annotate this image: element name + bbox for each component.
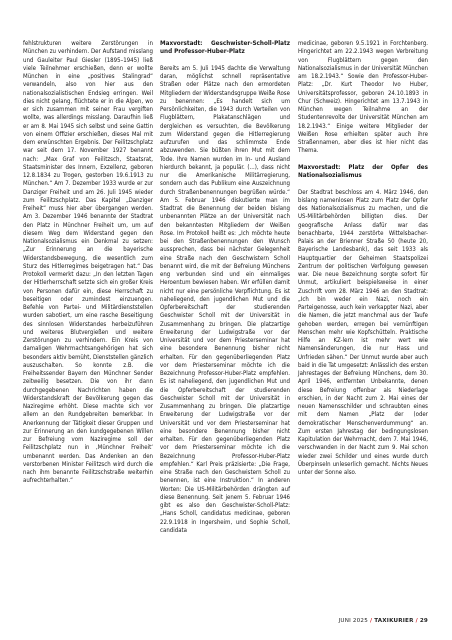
section-heading: Maxvorstadt: Geschwister-Scholl-Platz und Professor-Huber-Platz xyxy=(160,40,290,56)
section-heading: Maxvorstadt: Platz der Opfer des Nationalsozialismus xyxy=(298,163,428,179)
paragraph: medicinae, geboren 9.5.1921 in Forchtenberg. Hingerichtet am 22.2.1943 wegen Verbreitung von Flugblättern gegen den Nationalsozialismus in der Universität München am 18.2.1943.“ Sowie den Professor-Huber-Platz: „Dr. Kurt Theodor Ivo Huber, Universitätsprofessor, geboren 24.10.1893 in Chur (Schweiz). Hingerichtet am 13.7.1943 in München wegen Teilnahme an der Studentenrevolte der Universität München am 18.2.1943.“ Einige weitere Mitglieder der Weißen Rose erhielten später auch ihre Straßennamen, aber dies ist hier nicht das Thema. xyxy=(298,40,428,155)
paragraph: Bereits am 5. Juli 1945 dachte die Verwaltung daran, möglichst schnell repräsentative Straßen oder Plätze nach den ermordeten Mitgliedern der Widerstandsgruppe Weiße Rose zu benennen: „Es handelt sich um Persönlichkeiten, die 1943 durch Verteilen von Flugblättern, Plakatanschlägen und dergleichen es versuchten, die Bevölkerung zum Widerstand gegen die Hitlerregierung aufzurufen und das schlimmste Ende abzuwenden. Sie büßten ihren Mut mit dem Tode. Ihre Namen wurden im In- und Ausland hierdurch bekannt, ja populär. (...), dass nicht nur die Amerikanische Militärregierung, sondern auch das Publikum eine Auszeichnung durch Straßenbenennungen begrüßen würde.“ Am 5. Februar 1946 diskutierte man im Stadtrat die Benennung der beiden bislang unbenannten Plätze an der Universität nach den bekanntesten Mitgliedern der Weißen Rose. Im Protokoll heißt es: „Ich möchte heute bei den Straßenbenennungen den Wunsch aussprechen, dass bei nächster Gelegenheit eine Straße nach den Geschwistern Scholl benannt wird, die mit der Befreiung Münchens eng verbunden sind und ein einmaliges Heroentum bewiesen haben. Wir erfüllen damit nicht nur eine persönliche Verpflichtung. Es ist naheliegend, den jugendlichen Mut und die Opferbereitschaft der studierenden Geschwister Scholl mit der Universität in Zusammenhang zu bringen. Die platzartige Erweiterung der Ludwigstraße vor der Universität und vor dem Priesterseminar hat eine besondere Benennung bisher nicht erhalten. Für den gegenüberliegenden Platz vor dem Priesterseminar möchte ich die Bezeichnung Professor-Huber-Platz empfehlen. Es ist naheliegend, den jugendlichen Mut und die Opferbereitschaft der studierenden Geschwister Scholl mit der Universität in Zusammenhang zu bringen. Die platzartige Erweiterung der Ludwigstraße vor der Universität und vor dem Priesterseminar hat eine besondere Benennung bisher nicht erhalten. Für den gegenüberliegenden Platz vor dem Priesterseminar möchte ich die Bezeichnung Professor-Huber-Platz empfehlen.“ Karl Preis präzisierte: „Die Frage, eine Straße nach den Geschwistern Scholl zu benennen, ist eine Instruktion.“ In anderen Worten: Die US-Militärbehörden drängten auf diese Benennung. Seit jenem 5. Februar 1946 gibt es also den Geschwister-Scholl-Platz: „Hans Scholl, candidatus medicinae, geboren 22.9.1918 in Ingersheim, und Sophie Scholl, candidata xyxy=(160,64,290,534)
spacer xyxy=(160,57,290,65)
spacer xyxy=(298,156,428,164)
magazine-name: TAXIKURIER xyxy=(374,618,414,624)
text-column-right xyxy=(298,40,428,477)
paragraph: Der Stadtrat beschloss am 4. März 1946, den bislang namenlosen Platz zum Platz der Opfer des Nationalsozialismus zu machen, und die US-Militärbehörden billigten dies. Der geografische Anlass dafür war das benachbarte, 1944 zerstörte Wittelsbacher-Palais an der Brienner Straße 50 (heute 20, Bayerische Landesbank), das seit 1933 als Hauptquartier der Geheimen Staatspolizei Zentrum der politischen Verfolgung gewesen war. Die neue Bezeichnung sorgte sofort für Unmut, artikuliert beispielsweise in einer Zuschrift vom 28. März 1946 an den Stadtrat: „Ich bin weder ein Nazi, noch ein Parteigenosse, auch kein verkappter Nazi, aber die Namen, die jetzt manchmal aus der Taufe gehoben werden, erregen bei vernünftigen Menschen mehr wie Kopfschütteln. Praktische Hilfe an KZ-lern ist mehr wert wie Namensänderungen, die nur Hass und Unfrieden sähen.“ Der Unmut wurde aber auch baid in die Tat umgesetzt: Anlässlich des ersten Jahrestages der Befreiung Münchens, dem 30. April 1946, entfernten Unbekannte, denen diese Befreiung offenbar als Niederlage erschien, in der Nacht zum 2. Mai eines der neuen Namensschilder und schraubten eines mit dem Namen „Platz der (oder demokratischer Menschenverdummung“ an. Zum ersten Jahrestag der bedingungslosen Kapitulation der Wehrmacht, dem 7. Mai 1946, verschwanden in der Nacht zum 9. Mai schon wieder zwei Schilder und eines wurde durch Überpinseln unleserlich gemacht. Nichts Neues unter der Sonne also. xyxy=(298,188,428,476)
text-column-left xyxy=(23,40,153,486)
page-number: 29 xyxy=(419,618,428,624)
paragraph: fehlstrukturen weitere Zerstörungen in München zu verhindern. Der Aufstand misslang und Gauleiter Paul Giesler (1895–1945) ließ viele Teilnehmer erschießen, denn er wollte München in eine „positives Stalingrad“ verwandeln, also von hier aus den nationalsozialistischen Endsieg erringen. Weil dies nicht gelang, flüchtete er in die Alpen, wo er sich zusammen mit seiner Frau vergiften wollte, was allerdings misslang. Daraufhin ließ er am 8. Mai 1945 sich selbst und seine Gattin von einem Offizier erschießen, dieses Mal mit dem erwünschten Ergebnis. Der Feilitzschplatz war seit dem 17. November 1927 benannt nach: „Max Graf von Feilitzsch, Staatsrat, Staatsminister des Innern, Exzellenz, geboren 12.8.1834 zu Trogen, gestorben 19.6.1913 zu München.“ Am 7. Dezember 1933 wurde er zur Danziger Freiheit und am 26. Juli 1945 wieder zum Feilitzschplatz. Das Kapitel „Danziger Freiheit“ muss hier aber übergangen werden. Am 3. Dezember 1946 benannte der Stadtrat den Platz in Münchner Freiheit um, um auf diesem Weg dem Widerstand gegen den Nationalsozialismus ein Denkmal zu setzen: „Zur Erinnerung an die bayerische Widerstandsbewegung, die wesentlich zum Sturz des Hitlerregimes beigetragen hat.“ Das Protokoll vermerkt dazu: „In den letzten Tagen der Hitlerherrschaft setzte sich ein großer Kreis von Personen dafür ein, diese Herrschaft zu beseitigen oder zumindest einzuengen. Befehle von Partei- und Militärdienststellen wurden sabotiert, um eine rasche Beseitigung des sinnlosen Widerstandes herbeizuführen und weiteres Blutvergießen und weitere Zerstörungen zu verhindern. Ein Kreis von damaligen Wehrmachtsangehörigen hat sich besonders aktiv bemüht, Dienststellen gänzlich auszuschalten. So konnte z.B. die Freiheitssender Bayern den Münchner Sender zeitweilig besetzen. Die von ihr dann durchgegebenen Nachrichten haben die Widerstandskraft der Bevölkerung gegen das Naziregime erhöht. Diese machte sich vor allem an den Rundgebreiten bemerkbar. In Anerkennung der Tätigkeit dieser Gruppen und zur Erinnerung an den kundgegebenen Willen zur Befreiung vom Naziregime soll der Feilitzschplatz nun in ‚Münchner Freiheit‘ umbenannt werden. Das Andenken an den verstorbenen Minister Feilitzsch wird durch die nach ihm benannte Feilitzschstraße weiterhin aufrechterhalten.“ xyxy=(23,40,153,485)
issue-date: JUNI 2025 xyxy=(338,618,368,624)
page-footer xyxy=(339,618,428,624)
text-column-middle xyxy=(160,40,290,535)
spacer xyxy=(298,180,428,188)
footer-separator: / xyxy=(415,618,418,624)
footer-separator: / xyxy=(369,618,373,624)
